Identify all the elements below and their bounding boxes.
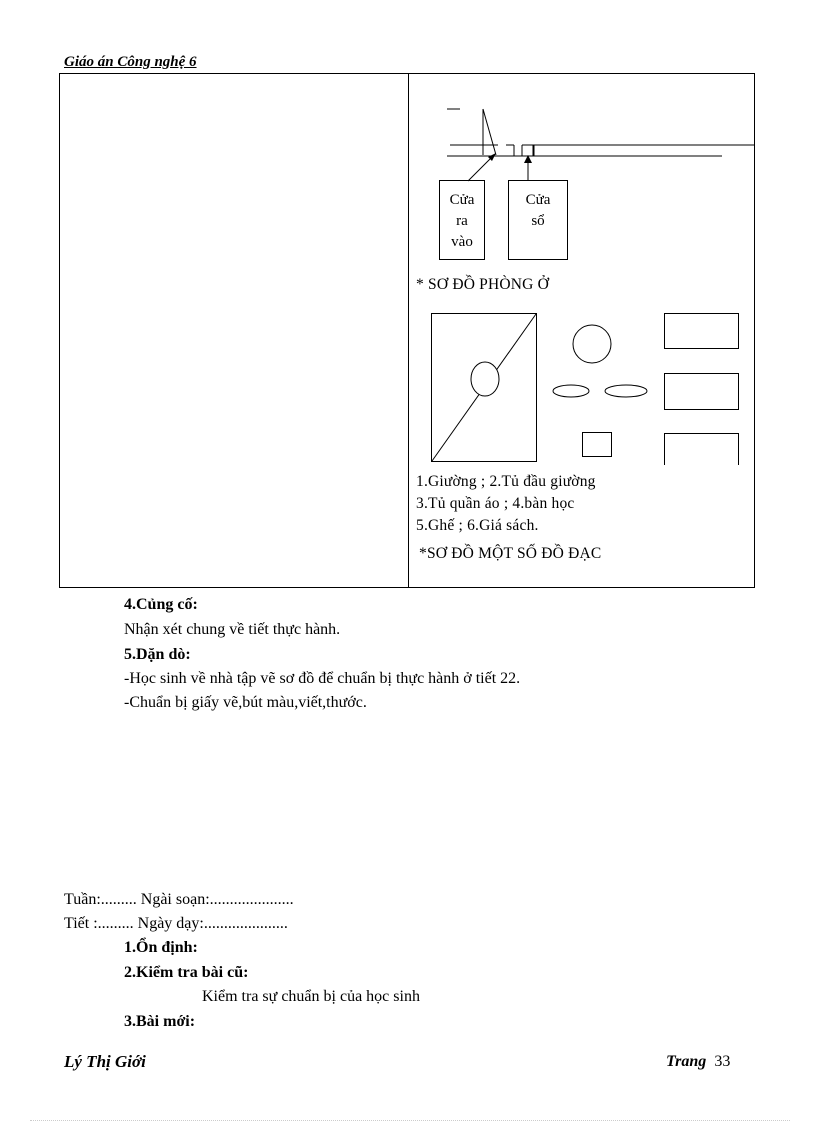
window-label-box xyxy=(508,180,568,260)
footer-author: Lý Thị Giới xyxy=(64,1052,146,1071)
desk-shape xyxy=(665,374,739,410)
room-diagram xyxy=(410,95,755,185)
furniture-caption: *SƠ ĐỒ MỘT SỐ ĐỒ ĐẠC xyxy=(419,545,602,562)
bedside-table-shape xyxy=(471,362,499,396)
door-label-line1: Cửa xyxy=(449,192,475,208)
door-label-line3: vào xyxy=(451,234,473,250)
footer-page-number: 33 xyxy=(714,1053,731,1070)
week-line: Tuần:......... Ngài soạn:..................... xyxy=(64,891,294,908)
section4-title: 4.Củng cố: xyxy=(124,596,198,613)
furniture-diagram xyxy=(410,305,755,465)
wardrobe-shape xyxy=(665,314,739,349)
door-label-box xyxy=(439,180,485,260)
table-divider xyxy=(408,73,409,588)
furniture-legend xyxy=(416,471,596,537)
bottom-rule xyxy=(30,1120,790,1121)
section5-item-1: -Học sinh về nhà tập vẽ sơ đồ để chuẩn bị thực hành ở tiết 22. xyxy=(124,670,521,687)
room-caption: * SƠ ĐỒ PHÒNG Ở xyxy=(416,276,550,293)
section5-item-2: -Chuẩn bị giấy vẽ,bút màu,viết,thước. xyxy=(124,694,367,711)
chair-shape-2 xyxy=(605,385,647,397)
door-label-line2: ra xyxy=(456,213,468,229)
section2-text: Kiểm tra sự chuẩn bị của học sinh xyxy=(202,988,420,1005)
legend-line-3: 5.Ghế ; 6.Giá sách. xyxy=(416,517,539,534)
section5-title: 5.Dặn dò: xyxy=(124,646,191,663)
legend-line-2: 3.Tủ quần áo ; 4.bàn học xyxy=(416,495,575,512)
footer-page xyxy=(666,1053,730,1071)
period-line: Tiết :......... Ngày dạy:..................... xyxy=(64,915,288,932)
bookshelf-shape xyxy=(665,434,739,466)
round-table-shape xyxy=(573,325,611,363)
section4-text: Nhận xét chung về tiết thực hành. xyxy=(124,621,341,638)
section1-title: 1.Ổn định: xyxy=(124,939,198,956)
section2-title: 2.Kiểm tra bài cũ: xyxy=(124,964,249,981)
legend-line-1: 1.Giường ; 2.Tủ đầu giường xyxy=(416,473,596,490)
window-label-line2: sổ xyxy=(531,213,545,229)
header-title: Giáo án Công nghệ 6 xyxy=(64,54,197,70)
window-label-line1: Cửa xyxy=(525,192,551,208)
chair-square-shape xyxy=(583,433,612,457)
footer-page-label: Trang xyxy=(666,1053,707,1070)
chair-shape-1 xyxy=(553,385,589,397)
section3-title: 3.Bài mới: xyxy=(124,1013,196,1030)
